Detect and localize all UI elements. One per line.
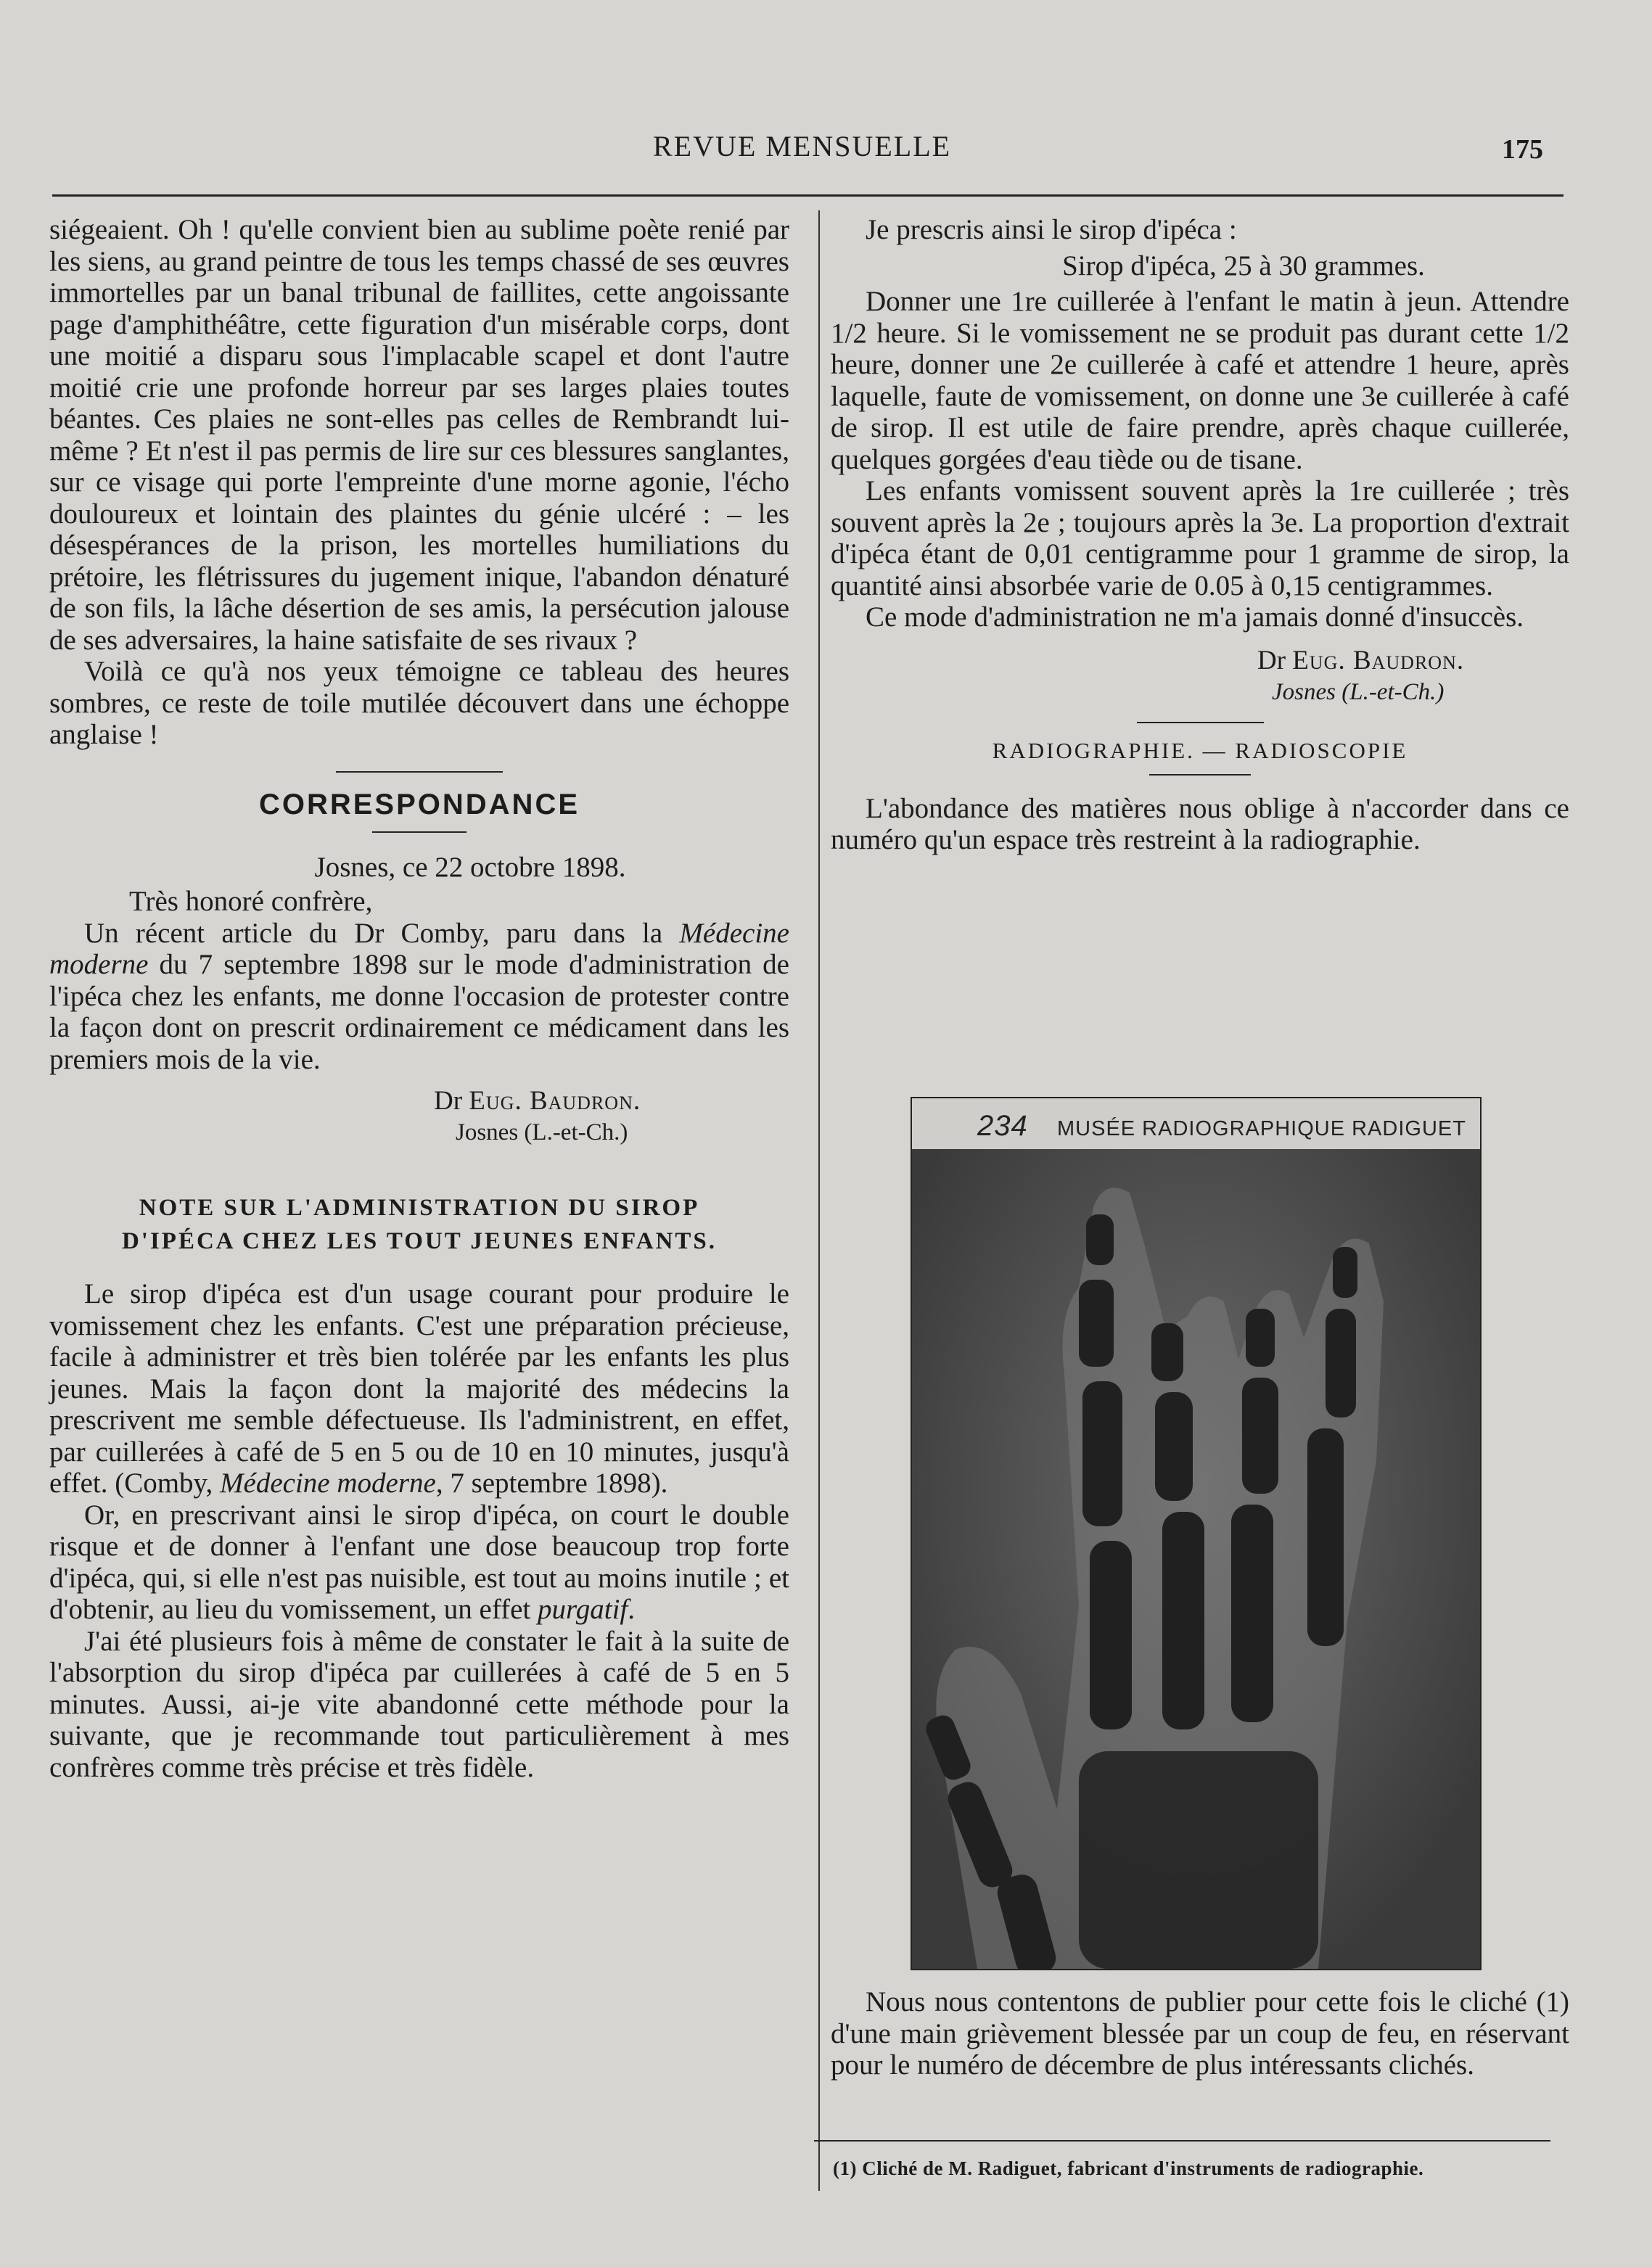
journal-title: Médecine moderne: [49, 917, 789, 980]
letter-place: Josnes (L.-et-Ch.): [456, 1119, 628, 1145]
closing-paragraph: Nous nous contentons de publier pour cette fois le cliché (1) d'une main grièvement blessée par un coup de feu, en réservant pour le numéro de décembre de plus intéressants clichés.: [831, 1986, 1569, 2081]
note-paragraph-2-end: .: [628, 1594, 636, 1625]
dosage-paragraph: Donner une 1re cuillerée à l'enfant le matin à jeun. Attendre 1/2 heure. Si le vomissement ne se produit pas durant cette 1/2 heure, donner une 2e cuillerée à café et attendre 1 heure, après laquelle, faute de vomissement, on donne une 3e cuillerée à café de sirop. Il est utile de faire prendre, après chaque cuillerée, quelques gorgées d'eau tiède ou de tisane.: [831, 286, 1569, 475]
letter-salutation: Très honoré confrère,: [129, 886, 373, 917]
letter-body-start: Un récent article du Dr Comby, paru dans la: [84, 917, 680, 949]
section-rule: [336, 771, 503, 773]
signature-name: Eug. Baudron.: [1292, 645, 1465, 675]
closing-block: [831, 1986, 1569, 2081]
note-paragraph-1-start: Le sirop d'ipéca est d'un usage courant pour produire le vomissement chez les enfants. C'est une préparation précieuse, facile à administrer et très bien tolérée par les enfants les plus jeunes. Mais la façon dont la majorité des médecins la prescrivent me semble défectueuse. Ils l'administrent, en effet, par cuillerées à café de 5 en 5 ou de 10 en 10 minutes, jusqu'à effet. (Comby,: [49, 1278, 789, 1499]
note-paragraph-1: [49, 1278, 789, 1499]
letter-dateline: Josnes, ce 22 octobre 1898.: [314, 851, 626, 883]
note-paragraph-2: [49, 1499, 789, 1626]
footnote-rule: [814, 2140, 1550, 2141]
prescription-formula: Sirop d'ipéca, 25 à 30 grammes.: [1062, 250, 1425, 281]
note-paragraph-1-end: , 7 septembre 1898).: [435, 1468, 668, 1499]
radiography-paragraph: L'abondance des matières nous oblige à n'accorder dans ce numéro qu'un espace très restreint à la radiographie.: [831, 792, 1569, 855]
xray-figure: [911, 1097, 1482, 1970]
page-number: 175: [1502, 134, 1543, 165]
section-rule: [1149, 774, 1251, 775]
letter-body-end: du 7 septembre 1898 sur le mode d'administration de l'ipéca chez les enfants, me donne l'occasion de protester contre la façon dont on prescrit ordinairement ce médicament dans les premiers mois de la vie.: [49, 949, 789, 1075]
column-divider: [818, 210, 820, 2191]
running-title: REVUE MENSUELLE: [653, 130, 952, 162]
note-paragraph-3: J'ai été plusieurs fois à même de constater le fait à la suite de l'absorption du sirop d'ipéca par cuillerées à café de 5 en 5 minutes. Aussi, ai-je vite abandonné cette méthode pour la suivante, que je recommande tout particulièrement à mes confrères comme très précise et très fidèle.: [49, 1625, 789, 1783]
success-paragraph: Ce mode d'administration ne m'a jamais donné d'insuccès.: [866, 601, 1524, 633]
section-rule: [1137, 722, 1264, 723]
purgative-emphasis: purgatif: [538, 1594, 628, 1625]
rembrandt-closing-paragraph: Voilà ce qu'à nos yeux témoigne ce tableau des heures sombres, ce reste de toile mutilée découvert dans une échoppe anglaise !: [49, 656, 789, 750]
radiography-title: RADIOGRAPHIE. — RADIOSCOPIE: [992, 737, 1408, 763]
xray-museum-label: MUSÉE RADIOGRAPHIQUE RADIGUET: [1057, 1117, 1466, 1140]
running-head: [0, 129, 1652, 173]
note-paragraph-2-start: Or, en prescrivant ainsi le sirop d'ipéca, on court le double risque et de donner à l'enfant une dose beaucoup trop forte d'ipéca, qui, si elle n'est pas nuisible, est tout au moins inutile ; et d'obtenir, au lieu du vomissement, un effet: [49, 1499, 789, 1625]
right-column: [831, 214, 1569, 856]
correspondance-title: CORRESPONDANCE: [258, 788, 580, 820]
note-signature: [831, 645, 1569, 676]
letter-signature: [49, 1085, 789, 1116]
footnote: (1) Cliché de M. Radiguet, fabricant d'instruments de radiographie.: [833, 2157, 1424, 2179]
note-place: Josnes (L.-et-Ch.): [1272, 678, 1445, 705]
signature-name: Eug. Baudron.: [469, 1086, 641, 1116]
xray-caption-strip: [912, 1098, 1480, 1149]
rembrandt-paragraph: siégeaient. Oh ! qu'elle convient bien au sublime poète renié par les siens, au grand peintre de tous les temps chassé de ses œuvres immortelles par un banal tribunal de faillites, cette angoissante page d'amphithéâtre, cette figuration d'un misérable corps, dont une moitié a disparu sous l'implacable scapel et dont l'autre moitié crie une profonde horreur par ses larges plaies toutes béantes. Ces plaies ne sont-elles pas celles de Rembrandt lui-même ? Et n'est il pas permis de lire sur ces blessures sanglantes, sur ce visage qui porte l'empreinte d'une morne agonie, l'écho douloureux et lointain des plaintes du génie ulcéré : – les désespérances de la prison, les mortelles humiliations du prétoire, les flétrissures du jugement inique, l'abandon dénaturé de son fils, la lâche désertion de ses amis, la persécution jalouse de ses adversaires, la haine satisfaite de ses rivaux ?: [49, 214, 789, 656]
signature-title: Dr: [434, 1086, 469, 1116]
note-title-line-2: D'IPÉCA CHEZ LES TOUT JEUNES ENFANTS.: [121, 1228, 718, 1254]
signature-title: Dr: [1257, 645, 1293, 675]
letter-body: [49, 918, 789, 1076]
note-title-line-1: NOTE SUR L'ADMINISTRATION DU SIROP: [139, 1195, 700, 1221]
xray-hand-image: [912, 1098, 1480, 1969]
xray-plate-number: 234: [977, 1110, 1028, 1142]
vomiting-paragraph: Les enfants vomissent souvent après la 1re cuillerée ; très souvent après la 2e ; toujours après la 3e. La proportion d'extrait d'ipéca étant de 0,01 centigramme pour 1 gramme de sirop, la quantité ainsi absorbée varie de 0.05 à 0,15 centigrammes.: [831, 475, 1569, 601]
prescription-intro: Je prescris ainsi le sirop d'ipéca :: [866, 214, 1237, 245]
left-column: [49, 214, 789, 1783]
citation-title: Médecine moderne: [220, 1468, 436, 1499]
header-rule: [52, 194, 1563, 197]
section-rule: [372, 831, 467, 833]
